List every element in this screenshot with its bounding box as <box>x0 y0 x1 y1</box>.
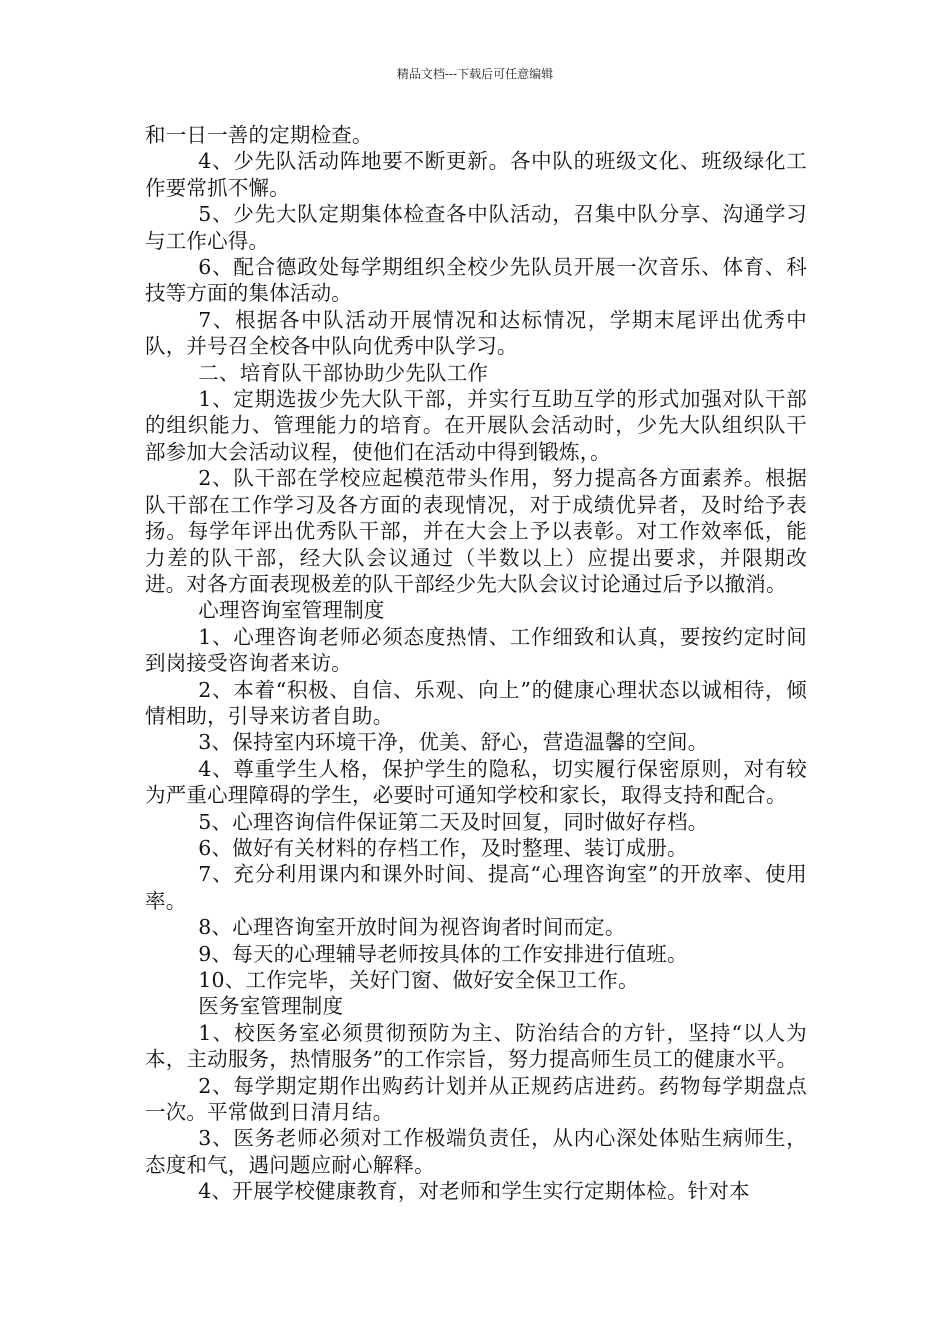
paragraph: 7、根据各中队活动开展情况和达标情况，学期末尾评出优秀中队，并号召全校各中队向优秀中队学习。 <box>145 307 807 359</box>
paragraph: 2、本着“积极、自信、乐观、向上”的健康心理状态以诚相待，倾情相助，引导来访者自助。 <box>145 677 807 728</box>
paragraph: 3、医务老师必须对工作极端负责任，从内心深处体贴生病师生，态度和气，遇问题应耐心解释。 <box>145 1126 807 1177</box>
page-header: 精品文档---下载后可任意编辑 <box>396 67 554 81</box>
paragraph: 1、校医务室必须贯彻预防为主、防治结合的方针，坚持“以人为本，主动服务，热情服务”的工作宗旨，努力提高师生员工的健康水平。 <box>145 1020 807 1072</box>
section-heading: 医务室管理制度 <box>198 994 344 1019</box>
paragraph: 9、每天的心理辅导老师按具体的工作安排进行值班。 <box>198 941 688 966</box>
paragraph: 1、定期选拔少先大队干部，并实行互助互学的形式加强对队干部的组织能力、管理能力的培育。在开展队会活动时，少先大队组织队干部参加大会活动议程，使他们在活动中得到锻炼，。 <box>145 387 807 464</box>
paragraph: 4、少先队活动阵地要不断更新。各中队的班级文化、班级绿化工作要常抓不懈。 <box>145 149 807 200</box>
paragraph: 6、配合德政处每学期组织全校少先队员开展一次音乐、体育、科技等方面的集体活动。 <box>145 255 807 306</box>
paragraph: 8、心理咨询室开放时间为视咨询者时间而定。 <box>198 915 626 940</box>
section-heading: 二、培育队干部协助少先队工作 <box>198 360 489 385</box>
paragraph: 4、尊重学生人格，保护学生的隐私，切实履行保密原则，对有较为严重心理障碍的学生，必要时可通知学校和家长，取得支持和配合。 <box>145 756 807 808</box>
paragraph: 6、做好有关材料的存档工作，及时整理、装订成册。 <box>198 835 688 860</box>
paragraph: 5、心理咨询信件保证第二天及时回复，同时做好存档。 <box>198 809 709 834</box>
paragraph: 和一日一善的定期检查。 <box>145 123 373 147</box>
paragraph: 10、工作完毕，关好门窗、做好安全保卫工作。 <box>198 968 639 992</box>
paragraph: 2、每学期定期作出购药计划并从正规药店进药。药物每学期盘点一次。平常做到日清月结。 <box>145 1073 807 1125</box>
document-body <box>145 122 807 1205</box>
paragraph: 2、队干部在学校应起模范带头作用，努力提高各方面素养。根据队干部在工作学习及各方面的表现情况，对于成绩优异者，及时给予表扬。每学年评出优秀队干部，并在大会上予以表彰。对工作效率低，能力差的队干部，经大队会议通过（半数以上）应提出要求，并限期改进。对各方面表现极差的队干部经少先大队会议讨论通过后予以撤消。 <box>145 466 807 596</box>
section-heading: 心理咨询室管理制度 <box>198 598 385 623</box>
paragraph: 5、少先大队定期集体检查各中队活动，召集中队分享、沟通学习与工作心得。 <box>145 202 807 253</box>
paragraph: 7、充分利用课内和课外时间、提高“心理咨询室”的开放率、使用率。 <box>145 862 807 913</box>
paragraph: 3、保持室内环境干净，优美、舒心，营造温馨的空间。 <box>198 730 709 755</box>
paragraph: 1、心理咨询老师必须态度热情、工作细致和认真，要按约定时间到岗接受咨询者来访。 <box>145 624 807 676</box>
paragraph: 4、开展学校健康教育，对老师和学生实行定期体检。针对本 <box>198 1179 750 1204</box>
